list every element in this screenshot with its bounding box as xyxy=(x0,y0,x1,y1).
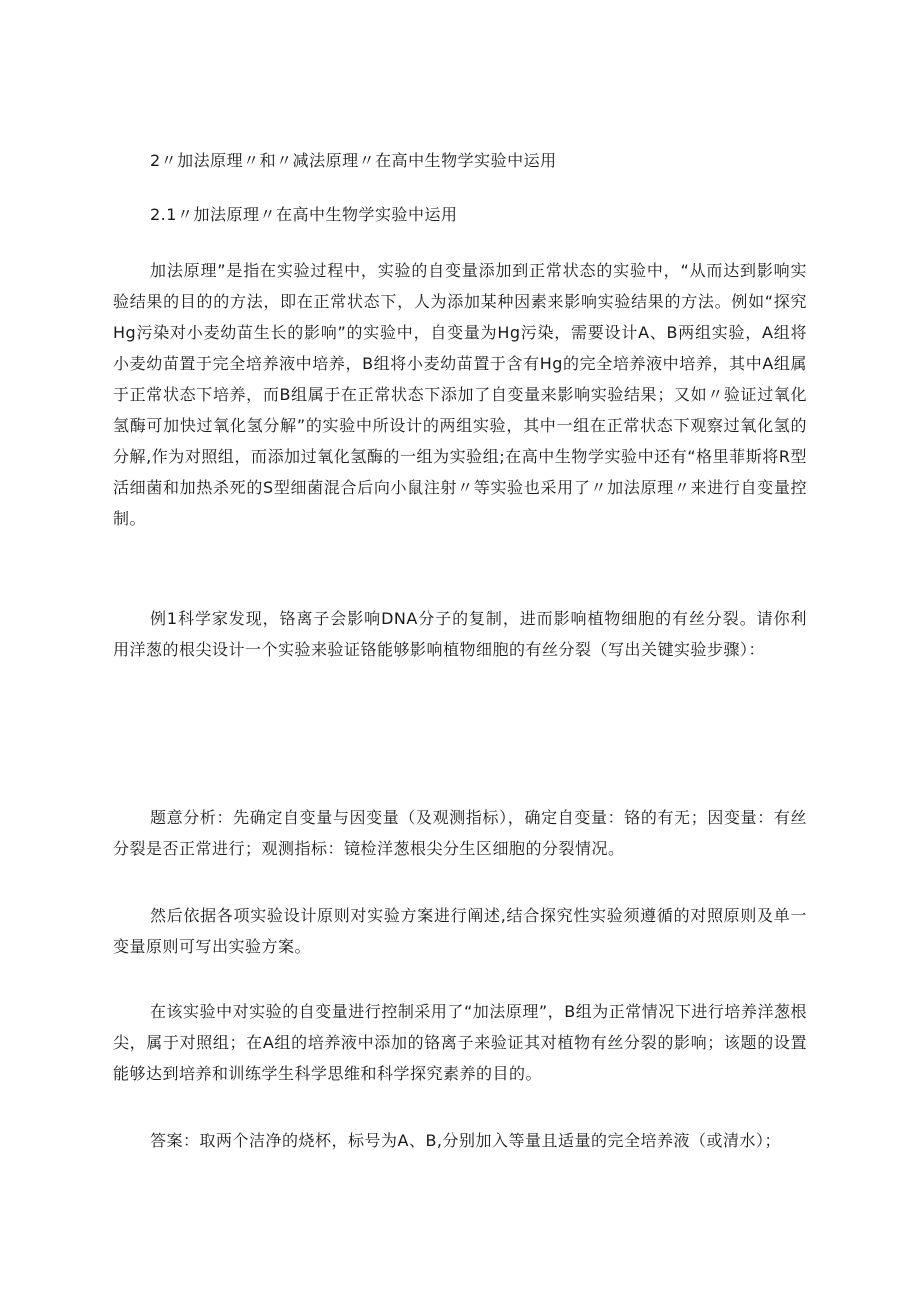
section-heading: 2〃加法原理〃和〃减法原理〃在高中生物学实验中运用 xyxy=(150,151,557,170)
paragraph-variable-control: 在该实验中对实验的自变量进行控制采用了“加法原理”，B组为正常情况下进行培养洋葱根尖，属于对照组；在A组的培养液中添加的铬离子来验证其对植物有丝分裂的影响；该题的设置能够达到培养和训练学生科学思维和科学探究素养的目的。 xyxy=(113,1002,807,1083)
paragraph-analysis: 题意分析：先确定自变量与因变量（及观测指标），确定自变量：铬的有无；因变量：有丝分裂是否正常进行；观测指标：镜检洋葱根尖分生区细胞的分裂情况。 xyxy=(113,808,807,858)
paragraph-design-principles: 然后依据各项实验设计原则对实验方案进行阐述,结合探究性实验须遵循的对照原则及单一变量原则可写出实验方案。 xyxy=(113,906,807,956)
paragraph-example-1: 例1科学家发现，铬离子会影响DNA分子的复制，进而影响植物细胞的有丝分裂。请你利用洋葱的根尖设计一个实验来验证铬能够影响植物细胞的有丝分裂（写出关键实验步骤）： xyxy=(113,609,807,659)
paragraph-answer: 答案：取两个洁净的烧杯，标号为A、B,分别加入等量且适量的完全培养液（或清水）； xyxy=(150,1131,782,1150)
paragraph-addition-principle: 加法原理”是指在实验过程中，实验的自变量添加到正常状态的实验中，“从而达到影响实验结果的目的的方法，即在正常状态下，人为添加某种因素来影响实验结果的方法。例如“探究Hg污染对小麦幼苗生长的影响”的实验中，自变量为Hg污染，需要设计A、B两组实验，A组将小麦幼苗置于完全培养液中培养，B组将小麦幼苗置于含有Hg的完全培养液中培养，其中A组属于正常状态下培养，而B组属于在正常状态下添加了自变量来影响实验结果；又如〃验证过氧化氢酶可加快过氧化氢分解”的实验中所设计的两组实验，其中一组在正常状态下观察过氧化氢的分解,作为对照组，而添加过氧化氢酶的一组为实验组;在高中生物学实验中还有“格里菲斯将R型活细菌和加热杀死的S型细菌混合后向小鼠注射〃等实验也采用了〃加法原理〃来进行自变量控制。 xyxy=(113,261,807,528)
subsection-heading: 2.1〃加法原理〃在高中生物学实验中运用 xyxy=(150,205,458,224)
